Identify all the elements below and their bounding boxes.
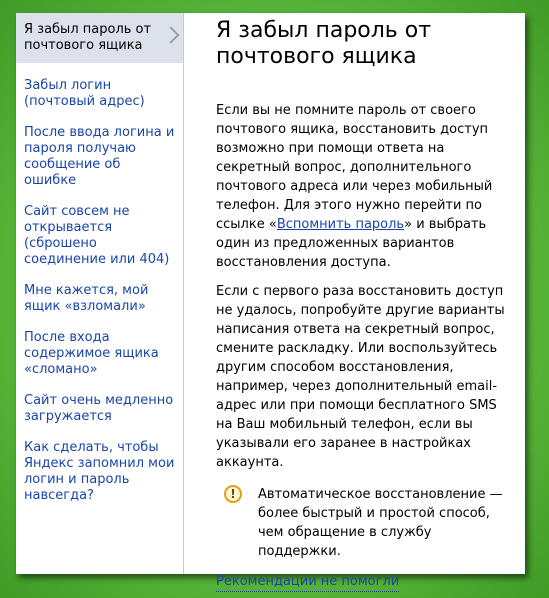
sidebar-item-label: Сайт совсем не открывается (сброшено соединение или 404) [24, 204, 170, 267]
warning-icon: ! [224, 485, 242, 503]
recommendations-didnt-help-link[interactable]: Рекомендации не помогли [216, 572, 399, 592]
paragraph-alternatives: Если с первого раза восстановить доступ не удалось, попробуйте другие варианты написания ответа на секретный вопрос, смените раскладку. Или воспользуйтесь другим способом восстановления, например, через дополнительный email-адрес или при помощи бесплатного SMS на Ваш мобильный телефон, если вы указывали его заранее в настройках аккаунта. [216, 284, 505, 470]
note-text: Автоматическое восстановление — более быстрый и простой способ, чем обращение в службу поддержки. [258, 487, 503, 559]
sidebar [16, 13, 184, 574]
sidebar-item-label: После входа содержимое ящика «сломано» [24, 330, 159, 377]
chevron-right-icon [163, 27, 180, 44]
sidebar-item-site-not-opening[interactable] [16, 204, 183, 268]
main-content [216, 13, 516, 592]
help-panel [16, 13, 525, 589]
remember-password-link[interactable]: Вспомнить пароль [276, 217, 405, 232]
sidebar-item-label: Мне кажется, мой ящик «взломали» [24, 283, 149, 314]
sidebar-item-label: Я забыл пароль от почтового ящика [24, 22, 152, 53]
sidebar-item-forgot-login[interactable] [16, 78, 183, 110]
sidebar-item-forgot-password[interactable] [16, 13, 183, 63]
sidebar-item-label: Как сделать, чтобы Яндекс запомнил мои логин и пароль навсегда? [24, 440, 175, 503]
sidebar-item-label: Сайт очень медленно загружается [24, 393, 174, 424]
sidebar-item-label: После ввода логина и пароля получаю сообщение об ошибке [24, 125, 175, 188]
sidebar-item-label: Забыл логин (почтовый адрес) [24, 78, 145, 109]
paragraph-text: Если вы не помните пароль от своего почтового ящика, восстановить доступ возможно при помощи ответа на секретный вопрос, дополнительного почтового адреса или через мобильный телефон. Для этого нужно перейти по ссылке « [216, 103, 493, 232]
sidebar-item-remember-login[interactable] [16, 440, 183, 504]
auto-recovery-note [216, 485, 516, 561]
sidebar-item-mailbox-broken[interactable] [16, 330, 183, 378]
page-title: Я забыл пароль от почтового ящика [216, 18, 432, 69]
paragraph-text: » и выбрать один из предложенных вариантов восстановления доступа. [216, 217, 487, 270]
sidebar-item-mailbox-hacked[interactable] [16, 283, 183, 315]
sidebar-item-login-error[interactable] [16, 125, 183, 189]
sidebar-item-slow-loading[interactable] [16, 393, 183, 425]
paragraph-recovery [216, 101, 516, 272]
